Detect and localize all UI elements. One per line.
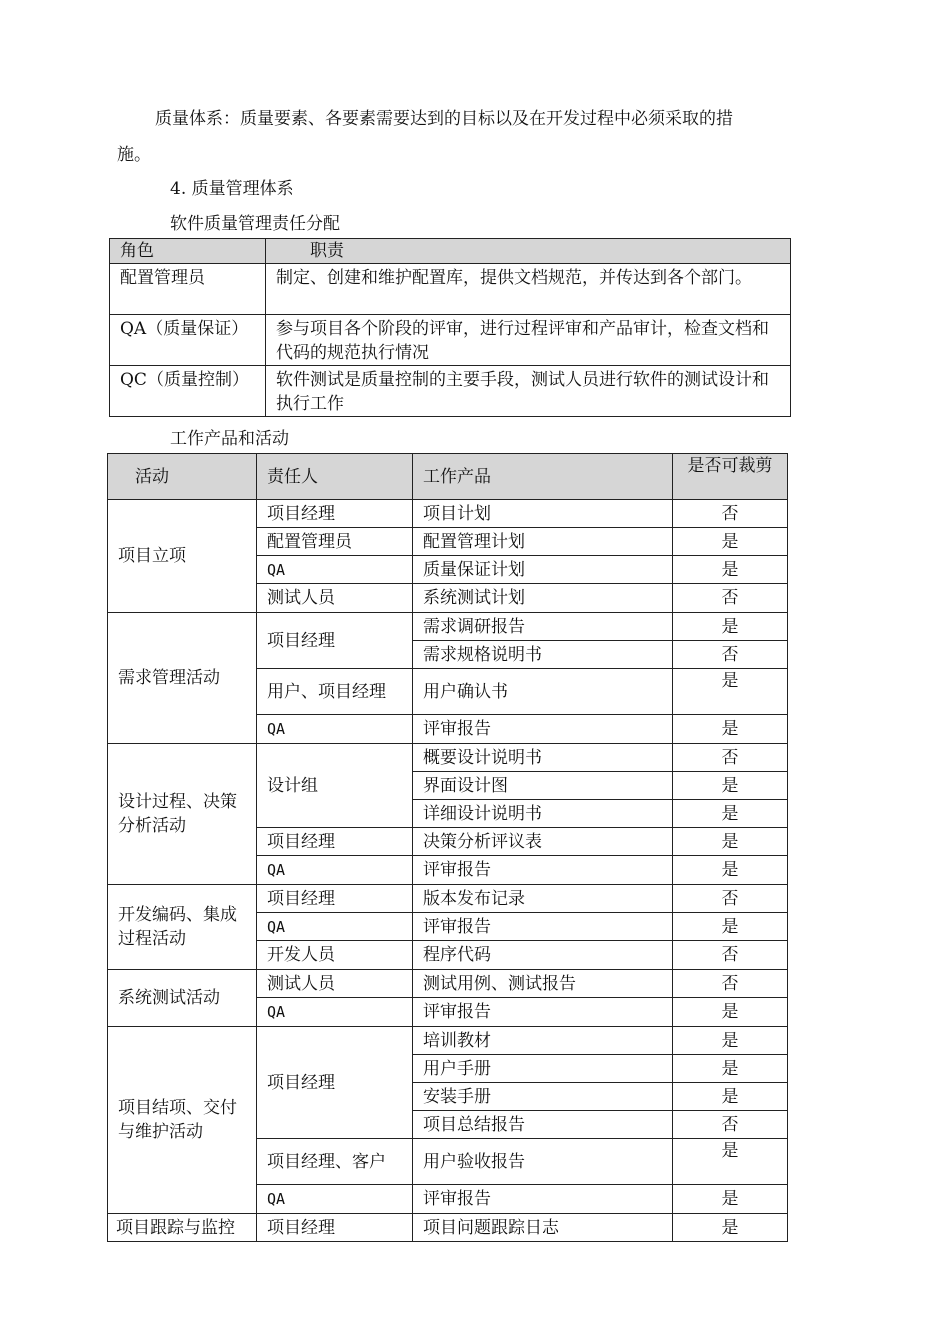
product-cell: 需求调研报告: [413, 613, 673, 641]
tailor-cell: 是: [673, 913, 788, 941]
tailor-cell: 否: [673, 970, 788, 998]
owner-cell: 项目经理: [257, 885, 413, 913]
product-cell: 程序代码: [413, 941, 673, 970]
activity-cell: 需求管理活动: [108, 613, 257, 744]
product-cell: 版本发布记录: [413, 885, 673, 913]
role-cell: 配置管理员: [110, 264, 266, 315]
product-cell: 详细设计说明书: [413, 800, 673, 828]
owner-cell: QA: [257, 998, 413, 1027]
table-row: [108, 1027, 788, 1055]
table-row: [108, 1214, 788, 1242]
roles-table-header: [110, 239, 791, 264]
owner-cell: 测试人员: [257, 970, 413, 998]
product-cell: 评审报告: [413, 913, 673, 941]
activity-cell: 开发编码、集成过程活动: [108, 885, 257, 970]
table1-caption: 软件质量管理责任分配: [170, 214, 340, 234]
header-owner: 责任人: [257, 454, 413, 500]
table-row: [108, 885, 788, 913]
owner-cell: QA: [257, 715, 413, 744]
owner-cell: 设计组: [257, 744, 413, 828]
owner-cell: QA: [257, 856, 413, 885]
product-cell: 安装手册: [413, 1083, 673, 1111]
tailor-cell: 是: [673, 1083, 788, 1111]
product-cell: 评审报告: [413, 715, 673, 744]
table-row: [110, 366, 791, 417]
owner-cell: 配置管理员: [257, 528, 413, 556]
duty-cell: 软件测试是质量控制的主要手段，测试人员进行软件的测试设计和执行工作: [266, 366, 791, 417]
header-role: 角色: [110, 239, 266, 264]
intro-line-2: 施。: [117, 145, 151, 165]
activities-table: [107, 453, 788, 1242]
intro-line-1: 质量体系：质量要素、各要素需要达到的目标以及在开发过程中必须采取的措: [155, 109, 733, 129]
activity-cell: 项目跟踪与监控: [108, 1214, 257, 1242]
table-row: [108, 613, 788, 641]
header-activity: 活动: [108, 454, 257, 500]
product-cell: 用户手册: [413, 1055, 673, 1083]
tailor-cell: 是: [673, 1027, 788, 1055]
tailor-cell: 否: [673, 641, 788, 669]
activity-cell: 系统测试活动: [108, 970, 257, 1027]
tailor-cell: 否: [673, 941, 788, 970]
owner-cell: 项目经理: [257, 613, 413, 669]
tailor-cell: 是: [673, 715, 788, 744]
tailor-cell: 是: [673, 556, 788, 584]
tailor-cell: 否: [673, 500, 788, 528]
product-cell: 用户验收报告: [413, 1139, 673, 1185]
tailor-cell: 是: [673, 613, 788, 641]
product-cell: 决策分析评议表: [413, 828, 673, 856]
owner-cell: 用户、项目经理: [257, 669, 413, 715]
activity-cell: 项目立项: [108, 500, 257, 613]
header-product: 工作产品: [413, 454, 673, 500]
owner-cell: 测试人员: [257, 584, 413, 613]
tailor-cell: 是: [673, 528, 788, 556]
header-duty: 职责: [266, 239, 791, 264]
owner-cell: 项目经理: [257, 1214, 413, 1242]
owner-cell: QA: [257, 556, 413, 584]
product-cell: 项目计划: [413, 500, 673, 528]
tailor-cell: 否: [673, 744, 788, 772]
product-cell: 项目总结报告: [413, 1111, 673, 1139]
table-row: [110, 315, 791, 366]
owner-cell: 项目经理: [257, 1027, 413, 1139]
product-cell: 配置管理计划: [413, 528, 673, 556]
product-cell: 项目问题跟踪日志: [413, 1214, 673, 1242]
product-cell: 测试用例、测试报告: [413, 970, 673, 998]
tailor-cell: 是: [673, 1185, 788, 1214]
tailor-cell: 否: [673, 885, 788, 913]
duty-cell: 制定、创建和维护配置库，提供文档规范，并传达到各个部门。: [266, 264, 791, 315]
product-cell: 需求规格说明书: [413, 641, 673, 669]
role-cell: QC（质量控制）: [110, 366, 266, 417]
table-row: [108, 500, 788, 528]
owner-cell: 开发人员: [257, 941, 413, 970]
owner-cell: 项目经理: [257, 828, 413, 856]
owner-cell: 项目经理: [257, 500, 413, 528]
table-row: [108, 744, 788, 772]
tailor-cell: 是: [673, 828, 788, 856]
tailor-cell: 是: [673, 669, 788, 715]
tailor-cell: 是: [673, 1055, 788, 1083]
owner-cell: QA: [257, 1185, 413, 1214]
roles-table: [109, 238, 791, 417]
tailor-cell: 是: [673, 1214, 788, 1242]
product-cell: 评审报告: [413, 998, 673, 1027]
activity-cell: 设计过程、决策分析活动: [108, 744, 257, 885]
product-cell: 质量保证计划: [413, 556, 673, 584]
product-cell: 概要设计说明书: [413, 744, 673, 772]
tailor-cell: 是: [673, 800, 788, 828]
header-tailorable: 是否可裁剪: [673, 454, 788, 500]
owner-cell: QA: [257, 913, 413, 941]
product-cell: 系统测试计划: [413, 584, 673, 613]
product-cell: 培训教材: [413, 1027, 673, 1055]
tailor-cell: 否: [673, 584, 788, 613]
role-cell: QA（质量保证）: [110, 315, 266, 366]
activity-cell: 项目结项、交付与维护活动: [108, 1027, 257, 1214]
section-heading: 4. 质量管理体系: [170, 179, 294, 199]
duty-cell: 参与项目各个阶段的评审，进行过程评审和产品审计，检查文档和代码的规范执行情况: [266, 315, 791, 366]
tailor-cell: 是: [673, 1139, 788, 1185]
owner-cell: 项目经理、客户: [257, 1139, 413, 1185]
product-cell: 评审报告: [413, 1185, 673, 1214]
table-row: [110, 264, 791, 315]
tailor-cell: 是: [673, 772, 788, 800]
table-row: [108, 970, 788, 998]
product-cell: 评审报告: [413, 856, 673, 885]
activities-table-header: [108, 454, 788, 500]
tailor-cell: 是: [673, 856, 788, 885]
product-cell: 界面设计图: [413, 772, 673, 800]
product-cell: 用户确认书: [413, 669, 673, 715]
tailor-cell: 否: [673, 1111, 788, 1139]
tailor-cell: 是: [673, 998, 788, 1027]
table2-caption: 工作产品和活动: [170, 429, 289, 449]
